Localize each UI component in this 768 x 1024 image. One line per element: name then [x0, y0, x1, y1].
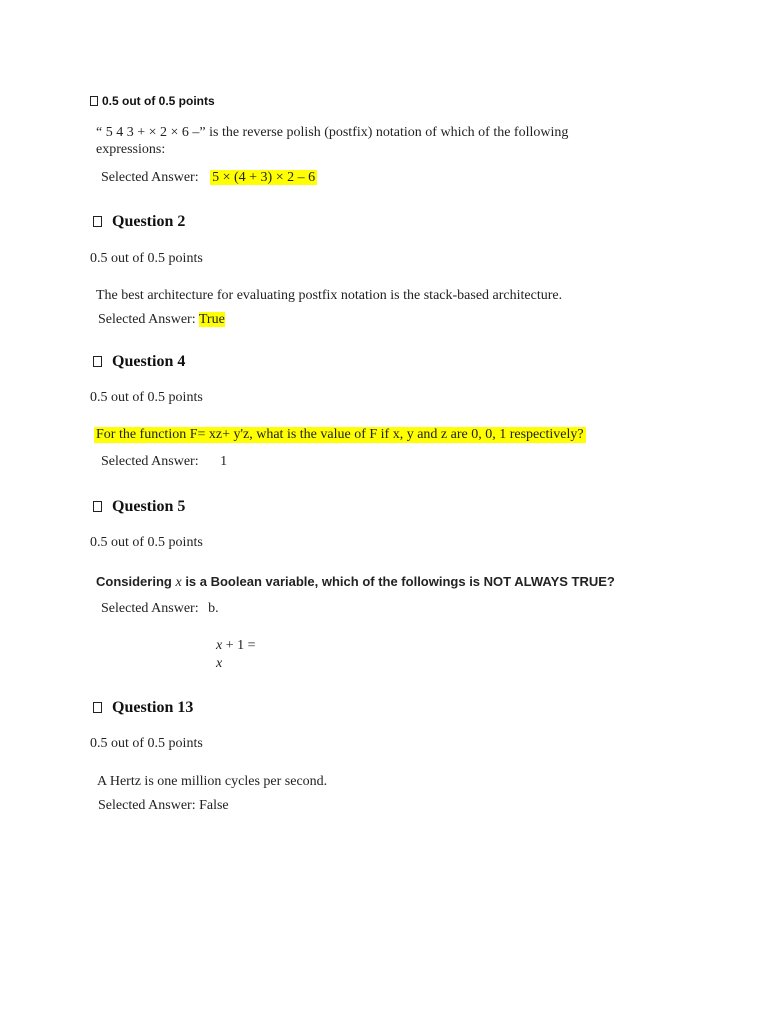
q4-question-text: For the function F= xz+ y'z, what is the value of F if x, y and z are 0, 0, 1 respectively? — [96, 427, 584, 442]
q13-title-text: Question 13 — [112, 699, 194, 716]
checkbox-icon — [90, 96, 98, 106]
q1-answer-label: Selected Answer: — [101, 170, 199, 185]
q1-score: 0.5 out of 0.5 points — [102, 94, 215, 108]
checkbox-icon — [93, 702, 102, 713]
q2-answer-label: Selected Answer: — [98, 312, 196, 327]
q5-question-prefix: Considering — [96, 574, 172, 589]
q13-answer-label: Selected Answer: — [98, 798, 196, 813]
q1-selected-answer — [101, 170, 317, 186]
q13-title — [93, 699, 193, 717]
q5-question-text — [96, 574, 615, 591]
q1-question-line1: “ 5 4 3 + × 2 × 6 –” is the reverse polish (postfix) notation of which of the following — [96, 125, 569, 140]
checkbox-icon — [93, 356, 102, 367]
q2-answer-value: True — [198, 312, 225, 327]
q4-answer-label: Selected Answer: — [101, 454, 199, 469]
q13-selected-answer — [98, 798, 229, 814]
q4-answer-value: 1 — [220, 454, 228, 469]
checkbox-icon — [93, 216, 102, 227]
q4-title-text: Question 4 — [112, 353, 186, 370]
q5-title-text: Question 5 — [112, 498, 186, 515]
q5-formula — [216, 637, 256, 673]
q5-answer-label: Selected Answer: — [101, 601, 199, 616]
q1-score-header — [90, 94, 215, 108]
q5-title — [93, 498, 185, 516]
q1-question-text — [96, 125, 568, 158]
q2-title — [93, 213, 185, 231]
q5-answer-value: b. — [208, 601, 219, 616]
q13-score: 0.5 out of 0.5 points — [90, 736, 203, 751]
q1-answer-value: 5 × (4 + 3) × 2 – 6 — [212, 170, 316, 185]
q1-question-line2: expressions: — [96, 142, 166, 157]
q5-score: 0.5 out of 0.5 points — [90, 535, 203, 550]
q2-selected-answer — [98, 312, 225, 328]
checkbox-icon — [93, 501, 102, 512]
q13-question-text: A Hertz is one million cycles per second. — [97, 774, 328, 789]
q4-selected-answer — [101, 454, 227, 470]
q5-formula-line2: x — [216, 656, 223, 671]
q4-title — [93, 353, 185, 371]
q5-question-var: x — [175, 575, 182, 590]
q5-selected-answer — [101, 601, 219, 617]
q5-formula-line1: x + 1 = — [216, 638, 256, 653]
q5-question-suffix: is a Boolean variable, which of the followings is NOT ALWAYS TRUE? — [185, 574, 615, 589]
q2-question-text: The best architecture for evaluating postfix notation is the stack-based architecture. — [96, 288, 563, 303]
q2-title-text: Question 2 — [112, 213, 186, 230]
q2-score: 0.5 out of 0.5 points — [90, 251, 203, 266]
q13-answer-value: False — [199, 798, 229, 813]
q4-score: 0.5 out of 0.5 points — [90, 390, 203, 405]
